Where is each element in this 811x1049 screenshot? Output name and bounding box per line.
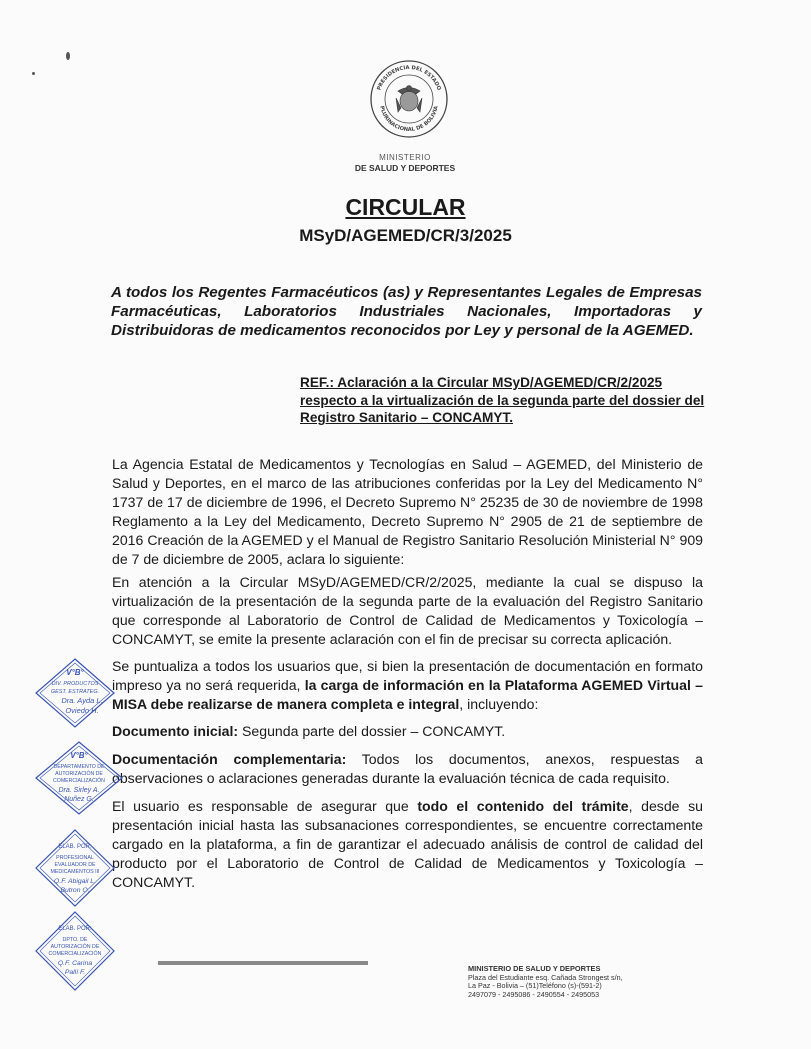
stamp-3-line-3: EVALUADOR DE bbox=[54, 862, 96, 868]
body-paragraph-4 bbox=[112, 722, 703, 741]
footer-divider bbox=[158, 961, 368, 965]
svg-text:PLURINACIONAL DE BOLIVIA: PLURINACIONAL DE BOLIVIA bbox=[378, 105, 440, 134]
stamp-2-line-6: Nuñez G. bbox=[64, 796, 94, 803]
stamp-3-line-2: PROFESIONAL bbox=[56, 855, 94, 861]
body-paragraph-5 bbox=[112, 750, 703, 788]
stamp-3-line-4: MEDICAMENTOS III bbox=[50, 869, 100, 875]
footer-line-2: La Paz - Bolivia – (51)Teléfono (s)-(591-2) bbox=[468, 981, 602, 990]
stamp-2-line-5: Dra. Sirley A. bbox=[58, 787, 100, 794]
stamp-2-line-4: COMERCIALIZACIÓN bbox=[53, 778, 105, 784]
ministry-line-2: DE SALUD Y DEPORTES bbox=[354, 163, 456, 173]
p5-label: Documentación complementaria: bbox=[112, 751, 347, 767]
ministry-line-1: MINISTERIO bbox=[379, 153, 431, 162]
scan-speck bbox=[32, 72, 35, 75]
stamp-1-line-5: Oviedo H. bbox=[65, 706, 99, 715]
addressee-paragraph: A todos los Regentes Farmacéuticos (as) y Representantes Legales de Empresas Farmacéuticas, Laboratorios Industriales Nacionales, Importadoras y Distribuidoras de medicamentos reconocidos por Ley y personal de la AGEMED. bbox=[111, 284, 702, 339]
scan-speck bbox=[66, 52, 70, 60]
footer-line-3: 2497079 - 2495086 - 2490554 - 2495053 bbox=[468, 989, 600, 999]
p5-text: Todos los documentos, anexos, respuestas a observaciones o aclaraciones generadas durante la evaluación técnica de cada requisito. bbox=[112, 751, 704, 786]
footer-line-1: Plaza del Estudiante esq. Cañada Strongest s/n, bbox=[468, 972, 623, 982]
p6-text-a: El usuario es responsable de asegurar que bbox=[112, 798, 418, 814]
stamp-3-line-6: Butron O. bbox=[60, 887, 90, 894]
body-paragraph-3 bbox=[112, 657, 703, 714]
stamp-1-line-1: V°B° bbox=[66, 668, 84, 677]
body-paragraph-1: La Agencia Estatal de Medicamentos y Tecnologías en Salud – AGEMED, del Ministerio de Salud y Deportes, en el marco de las atribuciones conferidas por la Ley del Medicamento N° 1737 de 17 de diciembre de 1996, el Decreto Supremo N° 25235 de 30 de noviembre de 1998 Reglamento a la Ley del Medicamento, Decreto Supremo N° 2905 de 21 de septiembre de 2016 Creación de la AGEMED y el Manual de Registro Sanitario Resolución Ministerial N° 909 de 7 de diciembre de 2005, aclara lo siguiente: bbox=[112, 456, 703, 567]
stamp-1-line-2: DIV. PRODUCTOS bbox=[51, 681, 99, 687]
state-seal bbox=[368, 58, 450, 140]
footer-ministry-name: MINISTERIO DE SALUD Y DEPORTES bbox=[468, 964, 601, 973]
stamp-2-line-3: AUTORIZACIÓN DE bbox=[55, 771, 103, 777]
p4-label: Documento inicial: bbox=[112, 723, 239, 739]
stamp-4-line-3: AUTORIZACIÓN DE bbox=[50, 944, 100, 950]
stamp-4-line-4: COMERCIALIZACIÓN bbox=[48, 951, 102, 957]
p6-text-c: , desde su presentación inicial hasta las subsanaciones correspondientes, se encuentre correctamente cargado en la plataforma, a fin de garantizar el adecuado análisis de control de calidad del producto por el Laboratorio de Control de Calidad de Medicamentos y Toxicología – CONCAMYT. bbox=[112, 798, 703, 890]
stamp-4-line-5: Q.F. Carina bbox=[57, 960, 93, 967]
p3-text-a: Se puntualiza a todos los usuarios que, si bien la presentación de documentación en formato impreso ya no será requerida, bbox=[112, 658, 703, 693]
p6-text-bold: todo el contenido del trámite bbox=[417, 798, 629, 814]
stamp-3-line-5: Q.F. Abigail L. bbox=[54, 878, 96, 885]
svg-text:PRESIDENCIA DEL ESTADO: PRESIDENCIA DEL ESTADO bbox=[376, 64, 442, 92]
stamp-1-line-3: GEST. ESTRATEG. bbox=[50, 689, 100, 695]
stamp-1-line-4: Dra. Ayda L. bbox=[61, 696, 103, 705]
stamp-4-line-2: DPTO. DE bbox=[62, 937, 88, 943]
elaborated-stamp-2 bbox=[34, 910, 116, 992]
document-title: CIRCULAR bbox=[345, 194, 466, 220]
p3-text-bold: la carga de información en la Plataforma AGEMED Virtual – MISA debe realizarse de manera completa e integral bbox=[112, 677, 703, 712]
elaborated-stamp-1 bbox=[34, 828, 116, 908]
approval-stamp-2 bbox=[34, 740, 124, 816]
coat-of-arms-icon bbox=[396, 86, 422, 113]
stamp-4-line-1: ELAB. POR: bbox=[58, 926, 92, 932]
stamp-2-line-1: V°B° bbox=[70, 751, 88, 760]
footer-address bbox=[468, 965, 708, 999]
body-paragraph-6 bbox=[112, 797, 703, 892]
body-paragraph-2: En atención a la Circular MSyD/AGEMED/CR/2/2025, mediante la cual se dispuso la virtualización de la presentación de la segunda parte de la evaluación del Registro Sanitario que corresponde al Laboratorio de Control de Calidad de Medicamentos y Toxicología – CONCAMYT, se emite la presente aclaración con el fin de precisar su correcta aplicación. bbox=[112, 574, 703, 647]
p4-text: Segunda parte del dossier – CONCAMYT. bbox=[238, 723, 506, 739]
stamp-4-line-6: Pallí F. bbox=[64, 969, 86, 976]
stamp-3-line-1: ELAB. POR: bbox=[58, 844, 92, 850]
reference-line: REF.: Aclaración a la Circular MSyD/AGEMED/CR/2/2025 respecto a la virtualización de la segunda parte del dossier del Registro Sanitario – CONCAMYT. bbox=[300, 375, 705, 425]
approval-stamp-1 bbox=[34, 657, 116, 729]
stamp-2-line-2: DEPARTAMENTO DE bbox=[53, 764, 105, 770]
p3-text-c: , incluyendo: bbox=[459, 696, 539, 712]
document-code: MSyD/AGEMED/CR/3/2025 bbox=[299, 226, 512, 245]
